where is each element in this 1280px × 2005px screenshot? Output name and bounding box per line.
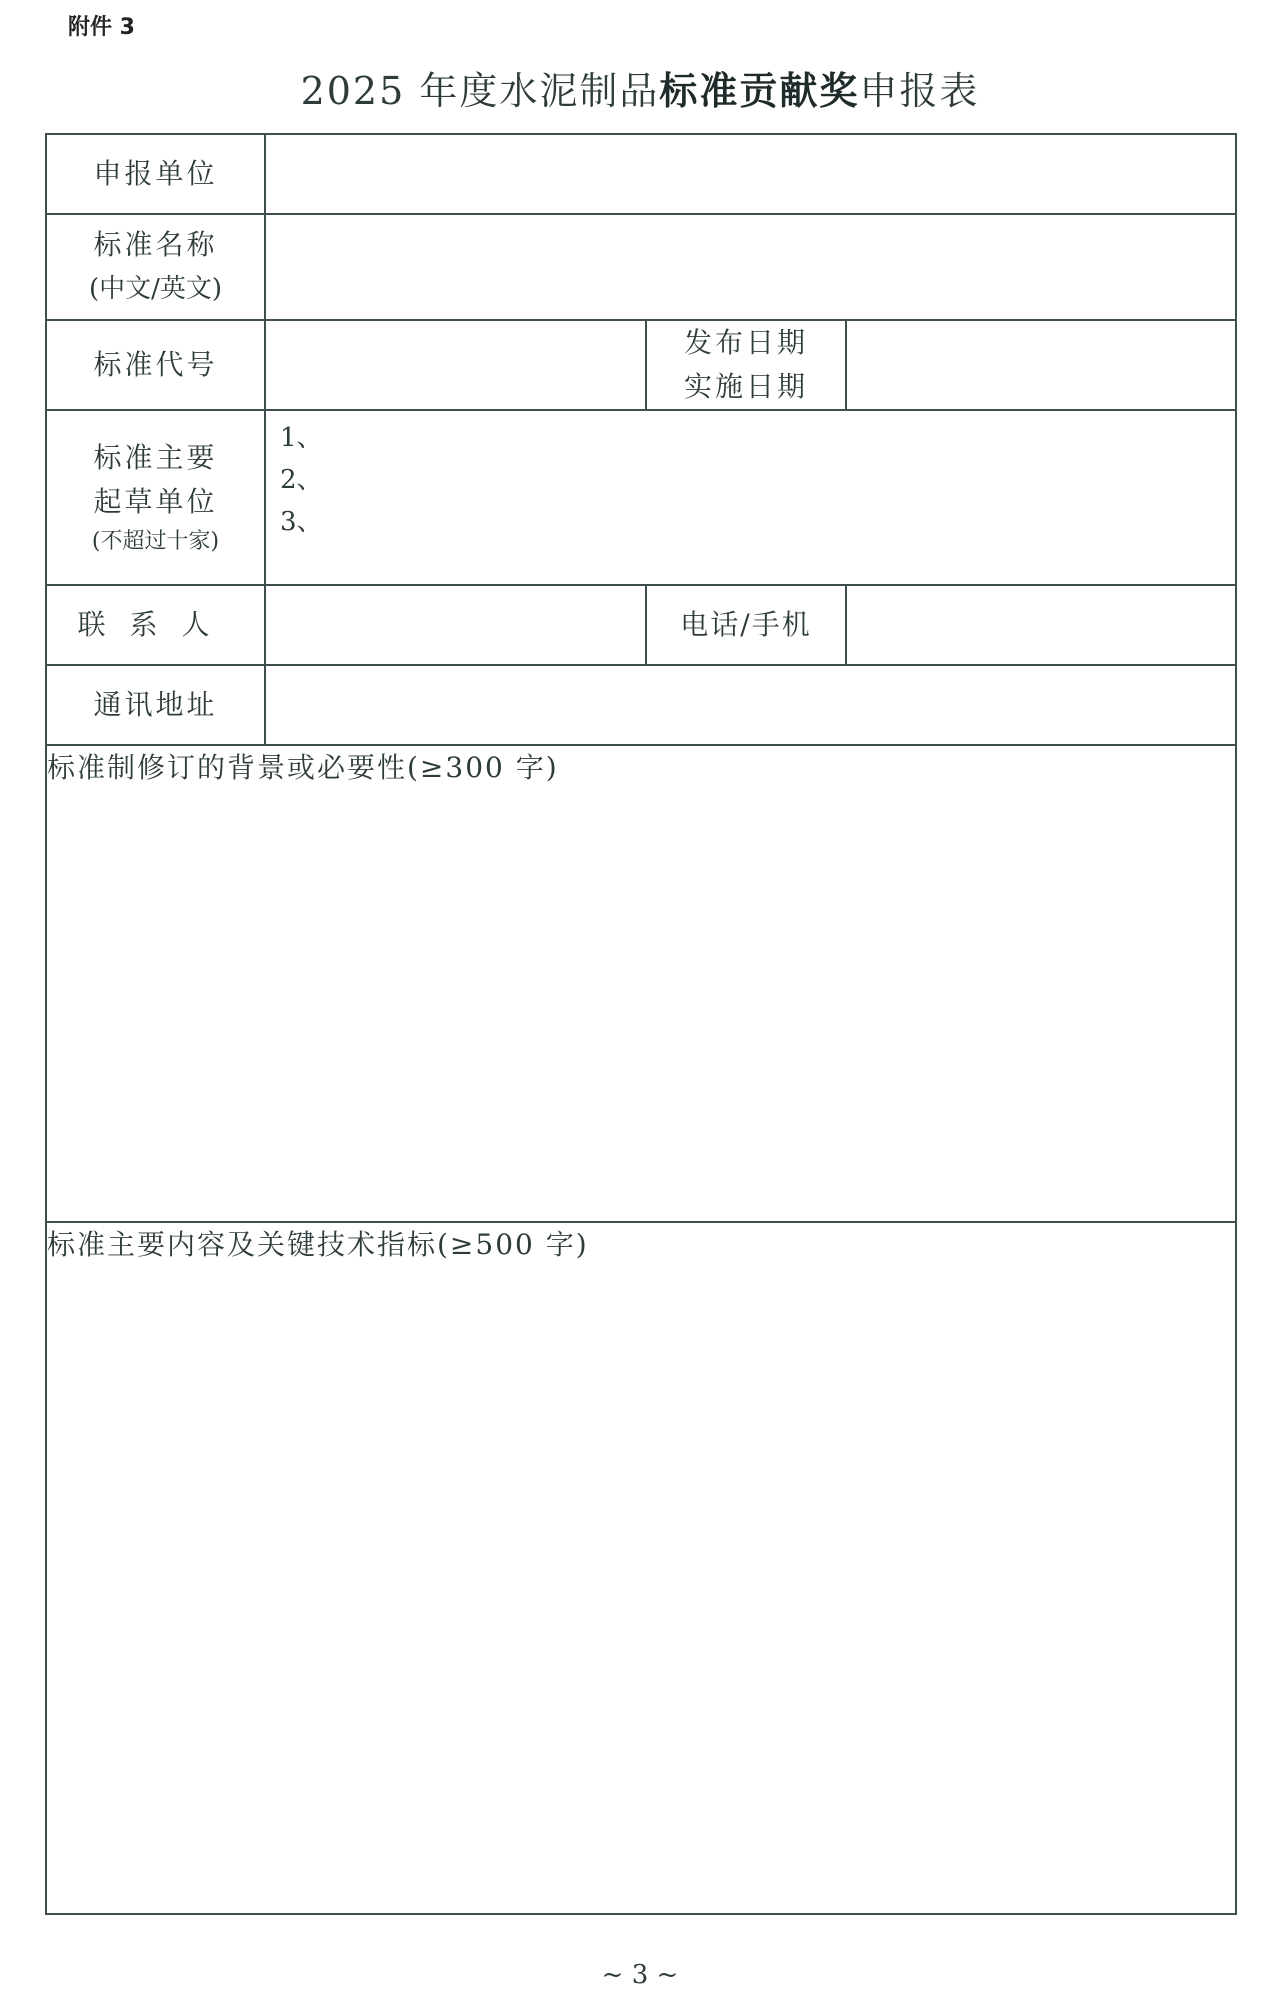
applicant-unit-field[interactable] [265,134,1236,214]
standard-code-label: 标准代号 [46,320,265,410]
address-field[interactable] [265,665,1236,745]
address-label: 通讯地址 [46,665,265,745]
application-form-table [45,133,1237,1915]
row-drafting-units [46,410,1236,585]
implement-date-label: 实施日期 [683,370,808,403]
title-bold: 标准贡献奖 [659,68,860,113]
drafting-units-label-cell [46,410,265,585]
main-content-label: 标准主要内容及关键技术指标(≥500 字) [47,1228,589,1261]
contact-label: 联系人 [46,585,265,665]
title-prefix: 2025 年度水泥制品 [300,69,660,113]
page-number: ~ 3 ~ [601,1960,679,1990]
dates-label-cell [646,320,846,410]
standard-code-field[interactable] [265,320,646,410]
title-suffix: 申报表 [859,69,980,113]
row-applicant-unit [46,134,1236,214]
list-item: 2、 [280,465,323,495]
drafting-units-list [266,411,1235,543]
drafting-units-note: (不超过十家) [91,528,220,554]
drafting-units-label-line1: 标准主要 [93,440,218,474]
row-address [46,665,1236,745]
page-title [0,60,1280,115]
list-item: 1、 [280,423,323,453]
phone-field[interactable] [846,585,1236,665]
applicant-unit-label: 申报单位 [46,134,265,214]
dates-field[interactable] [846,320,1236,410]
standard-name-field[interactable] [265,214,1236,320]
standard-name-label-cell [46,214,265,320]
attachment-label: 附件 3 [68,15,135,40]
contact-field[interactable] [265,585,646,665]
drafting-units-label-line2: 起草单位 [93,484,218,518]
row-main-content [46,1222,1236,1914]
standard-name-sublabel: (中文/英文) [88,274,223,304]
row-background [46,745,1236,1222]
background-field[interactable] [46,745,1236,1222]
standard-name-label: 标准名称 [93,228,218,261]
row-standard-name [46,214,1236,320]
background-label: 标准制修订的背景或必要性(≥300 字) [47,751,559,784]
row-contact [46,585,1236,665]
list-item: 3、 [280,507,323,537]
row-standard-code [46,320,1236,410]
drafting-units-field[interactable] [265,410,1236,585]
phone-label: 电话/手机 [646,585,846,665]
main-content-field[interactable] [46,1222,1236,1914]
publish-date-label: 发布日期 [683,326,808,359]
